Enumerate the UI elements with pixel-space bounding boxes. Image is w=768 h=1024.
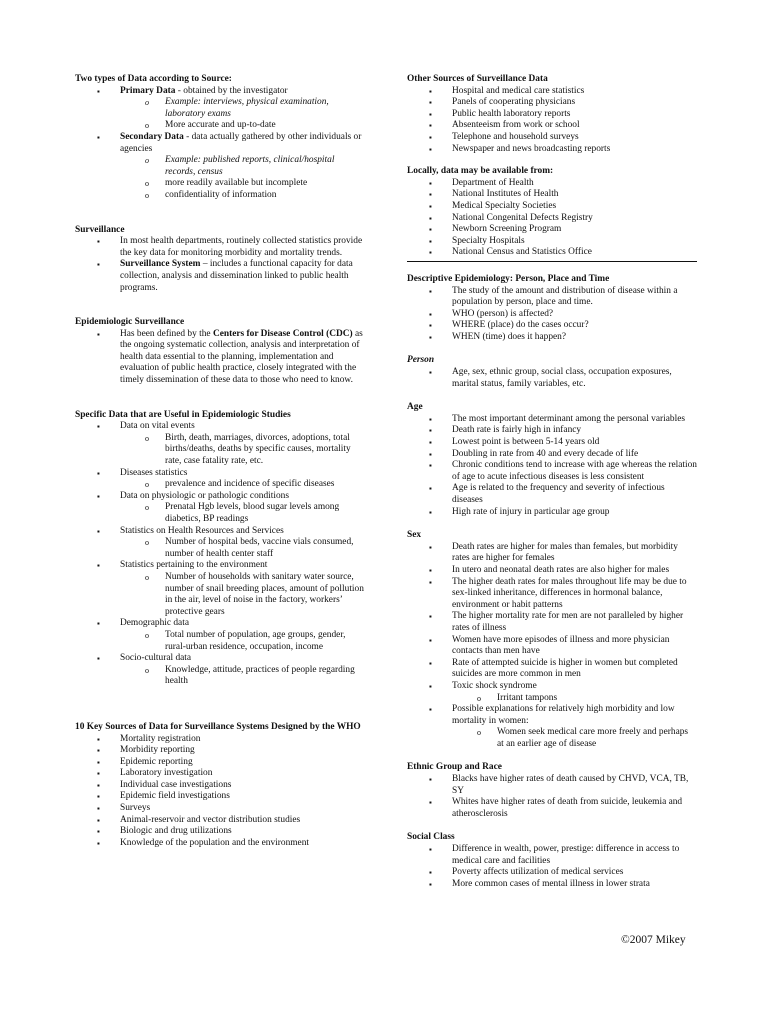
section-heading: Ethnic Group and Race (407, 762, 502, 773)
section-heading: Specific Data that are Useful in Epidemiologic Studies (75, 409, 291, 420)
list-item: ▪ WHO (person) is affected? (407, 309, 697, 321)
section-heading: Epidemiologic Surveillance (75, 317, 185, 328)
list-item: ▪ Animal-reservoir and vector distribution studies (75, 815, 365, 827)
list-item: ▪ Medical Specialty Societies (407, 201, 697, 213)
list-item: ▪ Data on physiologic or pathologic conditions (75, 491, 365, 503)
section-heading: 10 Key Sources of Data for Surveillance Systems Designed by the WHO (75, 721, 361, 732)
surveillance-section (75, 225, 365, 295)
list-item: ▪ Data on vital events (75, 421, 365, 433)
list-item: ▪ Statistics pertaining to the environment (75, 560, 365, 572)
list-item: ▪ WHERE (place) do the cases occur? (407, 320, 697, 332)
list-item: ▪ Epidemic reporting (75, 757, 365, 769)
sub-item: o Irritant tampons (407, 693, 697, 705)
list-item: ▪ Biologic and drug utilizations (75, 826, 365, 838)
sub-item: o Number of households with sanitary water source, number of snail breeding places, amount of pollution in the air, level of noise in the factory, workers’ protective gears (75, 572, 365, 618)
sub-item: o Example: published reports, clinical/hospital records, census (75, 155, 365, 178)
list-item: ▪ The most important determinant among the personal variables (407, 414, 697, 426)
data-source-section (75, 74, 365, 202)
list-item: ▪ Absenteeism from work or school (407, 120, 697, 132)
list-item: ▪ Difference in wealth, power, prestige: difference in access to medical care and facilities (407, 844, 697, 867)
list-item: ▪ Rate of attempted suicide is higher in women but completed suicides are more common in men (407, 658, 697, 681)
list-item: ▪ Doubling in rate from 40 and every decade of life (407, 449, 697, 461)
sub-item: o Knowledge, attitude, practices of people regarding health (75, 665, 365, 688)
list-item: ▪ Blacks have higher rates of death caused by CHVD, VCA, TB, SY (407, 774, 697, 797)
list-item: ▪ Possible explanations for relatively high morbidity and low mortality in women: (407, 704, 697, 727)
ethnic-section (407, 762, 697, 820)
list-item: ▪ Has been defined by the Centers for Disease Control (CDC) as the ongoing systematic collection, analysis and interpretation of health data essential to the planning, implementation and evaluation of public health practice, closely integrated with the timely dissemination of these data to those who need to know. (75, 329, 365, 387)
specific-data-section (75, 410, 365, 688)
list-item: ▪ Epidemic field investigations (75, 791, 365, 803)
list-item: ▪ Department of Health (407, 178, 697, 190)
list-item: ▪ WHEN (time) does it happen? (407, 332, 697, 344)
person-section (407, 355, 697, 390)
list-item: ▪ Laboratory investigation (75, 768, 365, 780)
list-item: ▪ Individual case investigations (75, 780, 365, 792)
list-item: ▪ Death rates are higher for males than females, but morbidity rates are higher for females (407, 542, 697, 565)
local-sources-section (407, 166, 697, 262)
left-column (75, 74, 365, 849)
list-item: ▪ The higher death rates for males throughout life may be due to sex-linked inheritance, differences in hormonal balance, environment or habit patterns (407, 577, 697, 612)
list-item: ▪ Specialty Hospitals (407, 236, 697, 248)
sub-item: o Birth, death, marriages, divorces, adoptions, total births/deaths, deaths by specific causes, mortality rate, case fatality rate, etc. (75, 433, 365, 468)
list-item: ▪ Morbidity reporting (75, 745, 365, 757)
descriptive-epidemiology-section (407, 274, 697, 344)
list-item: ▪ In most health departments, routinely collected statistics provide the key data for monitoring morbidity and mortality trends. (75, 236, 365, 259)
who-sources-section (75, 722, 365, 850)
section-heading: Person (407, 355, 435, 366)
list-item: ▪ Newborn Screening Program (407, 224, 697, 236)
list-item: ▪ The higher mortality rate for men are not paralleled by higher rates of illness (407, 611, 697, 634)
list-item: ▪ Toxic shock syndrome (407, 681, 697, 693)
sex-section (407, 530, 697, 750)
other-sources-section (407, 74, 697, 155)
age-section (407, 402, 697, 518)
list-item: ▪ The study of the amount and distribution of disease within a population by person, place and time. (407, 286, 697, 309)
list-item: ▪ Poverty affects utilization of medical services (407, 867, 697, 879)
list-item: ▪ Surveillance System – includes a functional capacity for data collection, analysis and dissemination linked to public health programs. (75, 259, 365, 294)
list-item: ▪ Newspaper and news broadcasting reports (407, 144, 697, 156)
sub-item: o Number of hospital beds, vaccine vials consumed, number of health center staff (75, 537, 365, 560)
sub-item: o confidentiality of information (75, 190, 365, 202)
list-item: ▪ Secondary Data - data actually gathered by other individuals or agencies (75, 132, 365, 155)
sub-item: o Example: interviews, physical examination, laboratory exams (75, 97, 365, 120)
right-column (407, 74, 697, 890)
list-item: ▪ Knowledge of the population and the environment (75, 838, 365, 850)
list-item: ▪ Lowest point is between 5-14 years old (407, 437, 697, 449)
list-item: ▪ Hospital and medical care statistics (407, 86, 697, 98)
list-item: ▪ Statistics on Health Resources and Services (75, 526, 365, 538)
sub-item: o Prenatal Hgb levels, blood sugar levels among diabetics, BP readings (75, 502, 365, 525)
sub-item: o Total number of population, age groups, gender, rural-urban residence, occupation, income (75, 630, 365, 653)
section-heading: Descriptive Epidemiology: Person, Place and Time (407, 273, 610, 284)
list-item: ▪ Panels of cooperating physicians (407, 97, 697, 109)
section-heading: Locally, data may be available from: (407, 166, 554, 177)
list-item: ▪ National Institutes of Health (407, 189, 697, 201)
list-item: ▪ Telephone and household surveys (407, 132, 697, 144)
section-heading: Surveillance (75, 224, 125, 235)
list-item: ▪ High rate of injury in particular age group (407, 507, 697, 519)
sub-item: o Women seek medical care more freely and perhaps at an earlier age of disease (407, 727, 697, 750)
sub-item: o More accurate and up-to-date (75, 120, 365, 132)
list-item: ▪ Whites have higher rates of death from suicide, leukemia and atherosclerosis (407, 797, 697, 820)
sub-item: o prevalence and incidence of specific diseases (75, 479, 365, 491)
list-item: ▪ National Census and Statistics Office (407, 247, 697, 259)
list-item: ▪ Diseases statistics (75, 468, 365, 480)
list-item: ▪ Demographic data (75, 618, 365, 630)
section-heading: Other Sources of Surveillance Data (407, 74, 548, 84)
list-item: ▪ Women have more episodes of illness and more physician contacts than men have (407, 635, 697, 658)
epidemiologic-surveillance-section (75, 317, 365, 387)
list-item: ▪ National Congenital Defects Registry (407, 213, 697, 225)
list-item: ▪ Age is related to the frequency and severity of infectious diseases (407, 483, 697, 506)
list-item: ▪ More common cases of mental illness in lower strata (407, 879, 697, 891)
list-item: ▪ Age, sex, ethnic group, social class, occupation exposures, marital status, family variables, etc. (407, 367, 697, 390)
list-item: ▪ Mortality registration (75, 734, 365, 746)
list-item: ▪ Surveys (75, 803, 365, 815)
section-heading: Two types of Data according to Source: (75, 74, 232, 84)
section-heading: Sex (407, 530, 422, 541)
list-item: ▪ Primary Data - obtained by the investigator (75, 86, 365, 98)
sub-item: o more readily available but incomplete (75, 178, 365, 190)
list-item: ▪ Socio-cultural data (75, 653, 365, 665)
copyright-footer: ©2007 Mikey (621, 934, 686, 946)
list-item: ▪ Death rate is fairly high in infancy (407, 425, 697, 437)
section-heading: Social Class (407, 832, 455, 843)
list-item: ▪ Public health laboratory reports (407, 109, 697, 121)
social-class-section (407, 832, 697, 890)
list-item: ▪ Chronic conditions tend to increase with age whereas the relation of age to acute infectious diseases is less consistent (407, 460, 697, 483)
section-heading: Age (407, 402, 423, 413)
list-item: ▪ In utero and neonatal death rates are also higher for males (407, 565, 697, 577)
